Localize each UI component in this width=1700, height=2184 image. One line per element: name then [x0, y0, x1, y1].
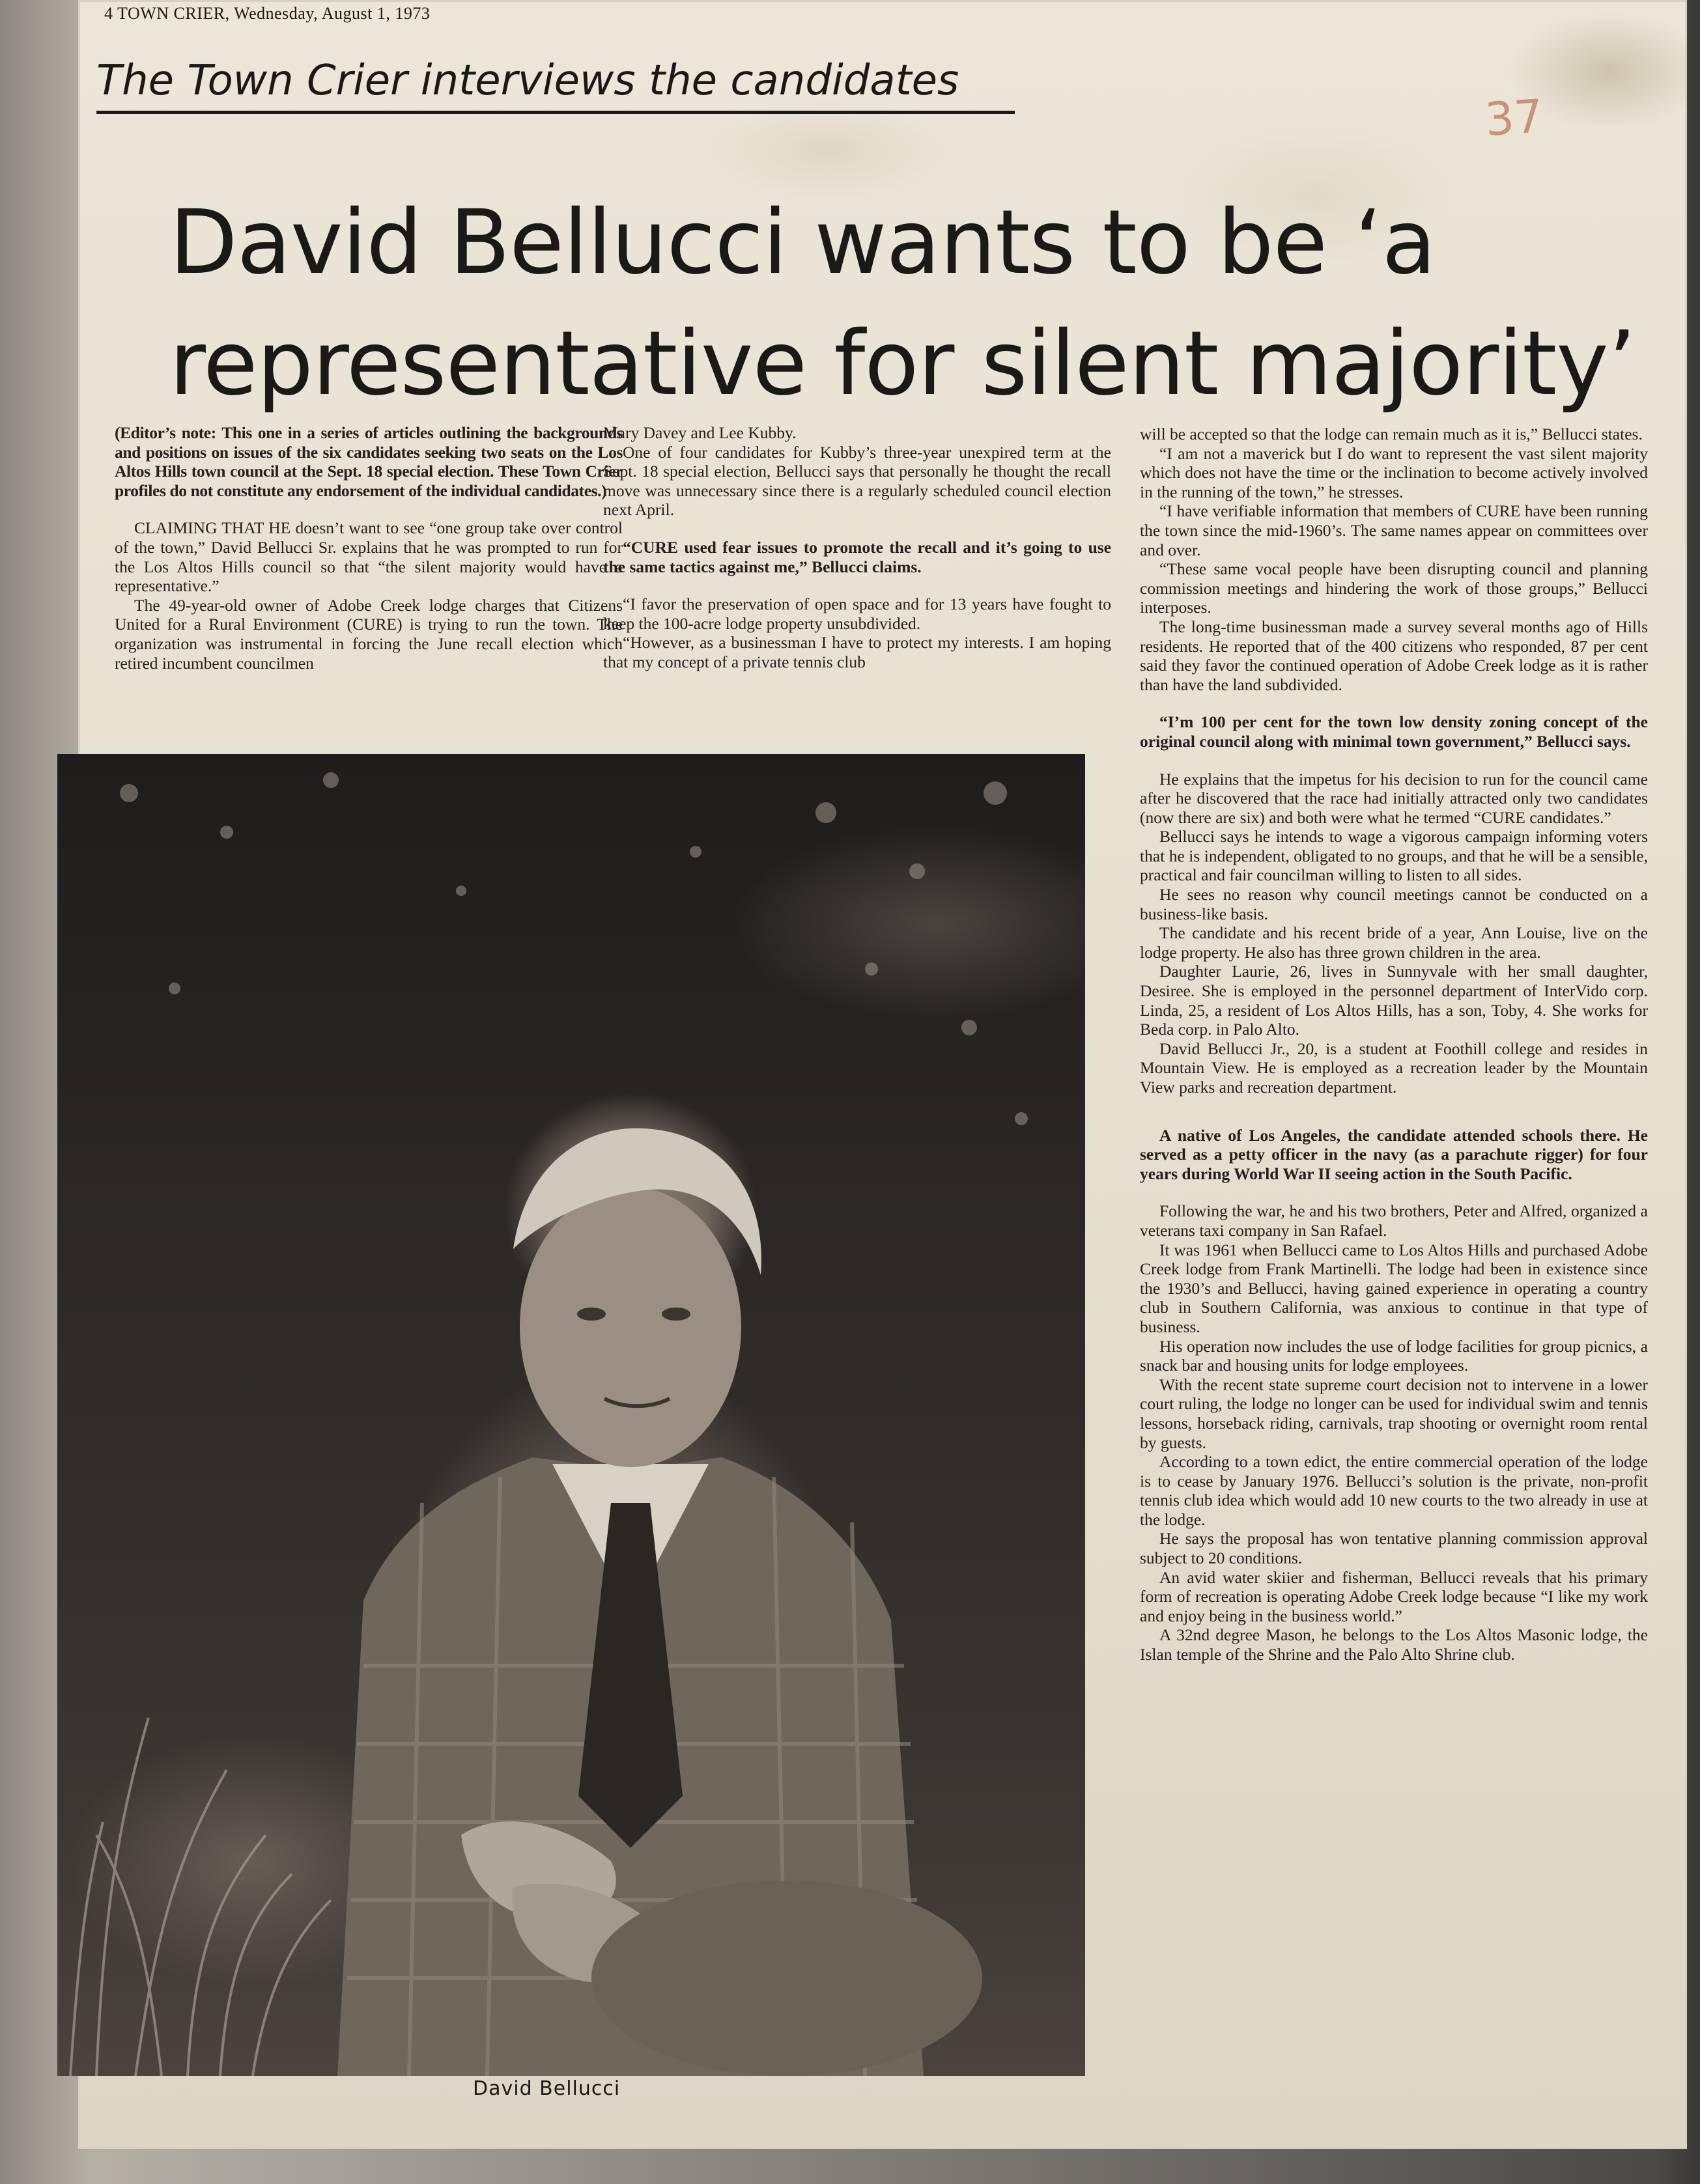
paragraph: He explains that the impetus for his decision to run for the council came after he discovered that the race had initially attracted only two candidates (now there are six) and both were what he termed “CURE candidates.”: [1140, 769, 1648, 827]
headline: [169, 182, 1680, 425]
section-kicker: The Town Crier interviews the candidates: [96, 53, 1015, 114]
paragraph: will be accepted so that the lodge can remain much as it is,” Bellucci states.: [1140, 425, 1643, 443]
paragraph: “However, as a businessman I have to protect my interests. I am hoping that my concept of a private tennis club: [603, 633, 1111, 671]
portrait-photo: [57, 754, 1085, 2076]
paragraph: Following the war, he and his two brothers, Peter and Alfred, organized a veterans taxi company in San Rafael.: [1140, 1201, 1648, 1240]
paragraph: According to a town edict, the entire commercial operation of the lodge is to cease by January 1976. Bellucci’s solution is the private, non-profit tennis club idea which would add 10 new courts to the two already in use at the lodge.: [1140, 1452, 1648, 1529]
photo-illustration: [57, 754, 1085, 2076]
editors-note: (Editor’s note: This one in a series of articles outlining the backgrounds and positions on issues of the six candidates seeking two seats on the Los Altos Hills town council at the Sept. 18 special election. These Town Crier profiles do not constitute any endorsement of the individual candidates.): [115, 423, 623, 500]
paragraph: He sees no reason why council meetings cannot be conducted on a business-like basis.: [1140, 885, 1648, 923]
paragraph: “I have verifiable information that members of CURE have been running the town since the mid-1960’s. The same names appear on committees over and over.: [1140, 501, 1648, 559]
page-folio: 4 TOWN CRIER, Wednesday, August 1, 1973: [104, 4, 431, 23]
paragraph: Bellucci says he intends to wage a vigorous campaign informing voters that he is independent, obligated to no groups, and that he will be a sensible, practical and fair councilman willing to listen to all sides.: [1140, 827, 1648, 885]
paragraph: Mary Davey and Lee Kubby.: [603, 423, 797, 442]
headline-line-2: representative for silent majority’: [169, 313, 1636, 415]
pull-quote: A native of Los Angeles, the candidate attended schools there. He served as a petty officer in the navy (as a parachute rigger) for four years during World War II seeing action in the South Pacific.: [1140, 1125, 1648, 1183]
paragraph: With the recent state supreme court decision not to intervene in a lower court ruling, the lodge no longer can be used for individual swim and tennis lessons, horseback riding, carnivals, trap shooting or overnight room rental by guests.: [1140, 1375, 1648, 1452]
paragraph: He says the proposal has won tentative planning commission approval subject to 20 conditions.: [1140, 1529, 1648, 1568]
paragraph: His operation now includes the use of lodge facilities for group picnics, a snack bar and housing units for lodge employees.: [1140, 1336, 1648, 1375]
paragraph: A 32nd degree Mason, he belongs to the Los Altos Masonic lodge, the Islan temple of the Shrine and the Palo Alto Shrine club.: [1140, 1625, 1648, 1664]
paragraph: It was 1961 when Bellucci came to Los Altos Hills and purchased Adobe Creek lodge from Frank Martinelli. The lodge had been in existence since the 1930’s and Bellucci, having gained experience in operating a country club in Southern California, was anxious to continue in that type of business.: [1140, 1240, 1648, 1336]
paragraph: The 49-year-old owner of Adobe Creek lodge charges that Citizens United for a Rural Environment (CURE) is trying to run the town. The organization was instrumental in forcing the June recall election which retired incumbent councilmen: [115, 595, 623, 673]
paragraph: Daughter Laurie, 26, lives in Sunnyvale with her small daughter, Desiree. She is employed in the personnel department of InterVido corp. Linda, 25, a resident of Los Altos Hills, has a son, Toby, 4. She works for Beda corp. in Palo Alto.: [1140, 962, 1648, 1039]
photo-caption: David Bellucci: [473, 2077, 621, 2100]
handwritten-page-number: 37: [1483, 89, 1545, 147]
paragraph: An avid water skiier and fisherman, Bellucci reveals that his primary form of recreation is operating Adobe Creek lodge because “I like my work and enjoy being in the business world.”: [1140, 1567, 1648, 1625]
pull-quote: “I’m 100 per cent for the town low density zoning concept of the original council along with minimal town government,” Bellucci says.: [1140, 712, 1648, 751]
paragraph: One of four candidates for Kubby’s three-year unexpired term at the Sept. 18 special election, Bellucci says that personally he thought the recall move was unnecessary since there is a regularly scheduled council election next April.: [603, 442, 1111, 520]
paragraph: “I favor the preservation of open space and for 13 years have fought to keep the 100-acre lodge property unsubdivided.: [603, 595, 1111, 633]
paragraph: David Bellucci Jr., 20, is a student at Foothill college and resides in Mountain View. He is employed as a recreation leader by the Mountain View parks and recreation department.: [1140, 1039, 1648, 1097]
article-column-2: [603, 423, 1111, 672]
paragraph: The long-time businessman made a survey several months ago of Hills residents. He reported that of the 400 citizens who responded, 87 per cent said they favor the continued operation of Adobe Creek lodge as it is rather than have the land subdivided.: [1140, 617, 1648, 694]
paragraph: CLAIMING THAT HE doesn’t want to see “one group take over control of the town,” David Bellucci Sr. explains that he was prompted to run for the Los Altos Hills council so that “the silent majority would have a representative.”: [115, 518, 623, 596]
headline-line-1: David Bellucci wants to be ‘a: [169, 191, 1436, 294]
paragraph: “I am not a maverick but I do want to represent the vast silent majority which does not have the time or the inclination to become actively involved in the running of the town,” he stresses.: [1140, 443, 1648, 501]
paragraph: “These same vocal people have been disrupting council and planning commission meetings and hindering the work of those groups,” Bellucci interposes.: [1140, 559, 1648, 617]
newspaper-clipping: [78, 0, 1687, 2149]
pull-quote: “CURE used fear issues to promote the recall and it’s going to use the same tactics against me,” Bellucci claims.: [603, 537, 1111, 576]
article-column-1: [115, 423, 623, 673]
paragraph: The candidate and his recent bride of a year, Ann Louise, live on the lodge property. He also has three grown children in the area.: [1140, 923, 1648, 962]
article-column-3: [1140, 425, 1648, 1664]
